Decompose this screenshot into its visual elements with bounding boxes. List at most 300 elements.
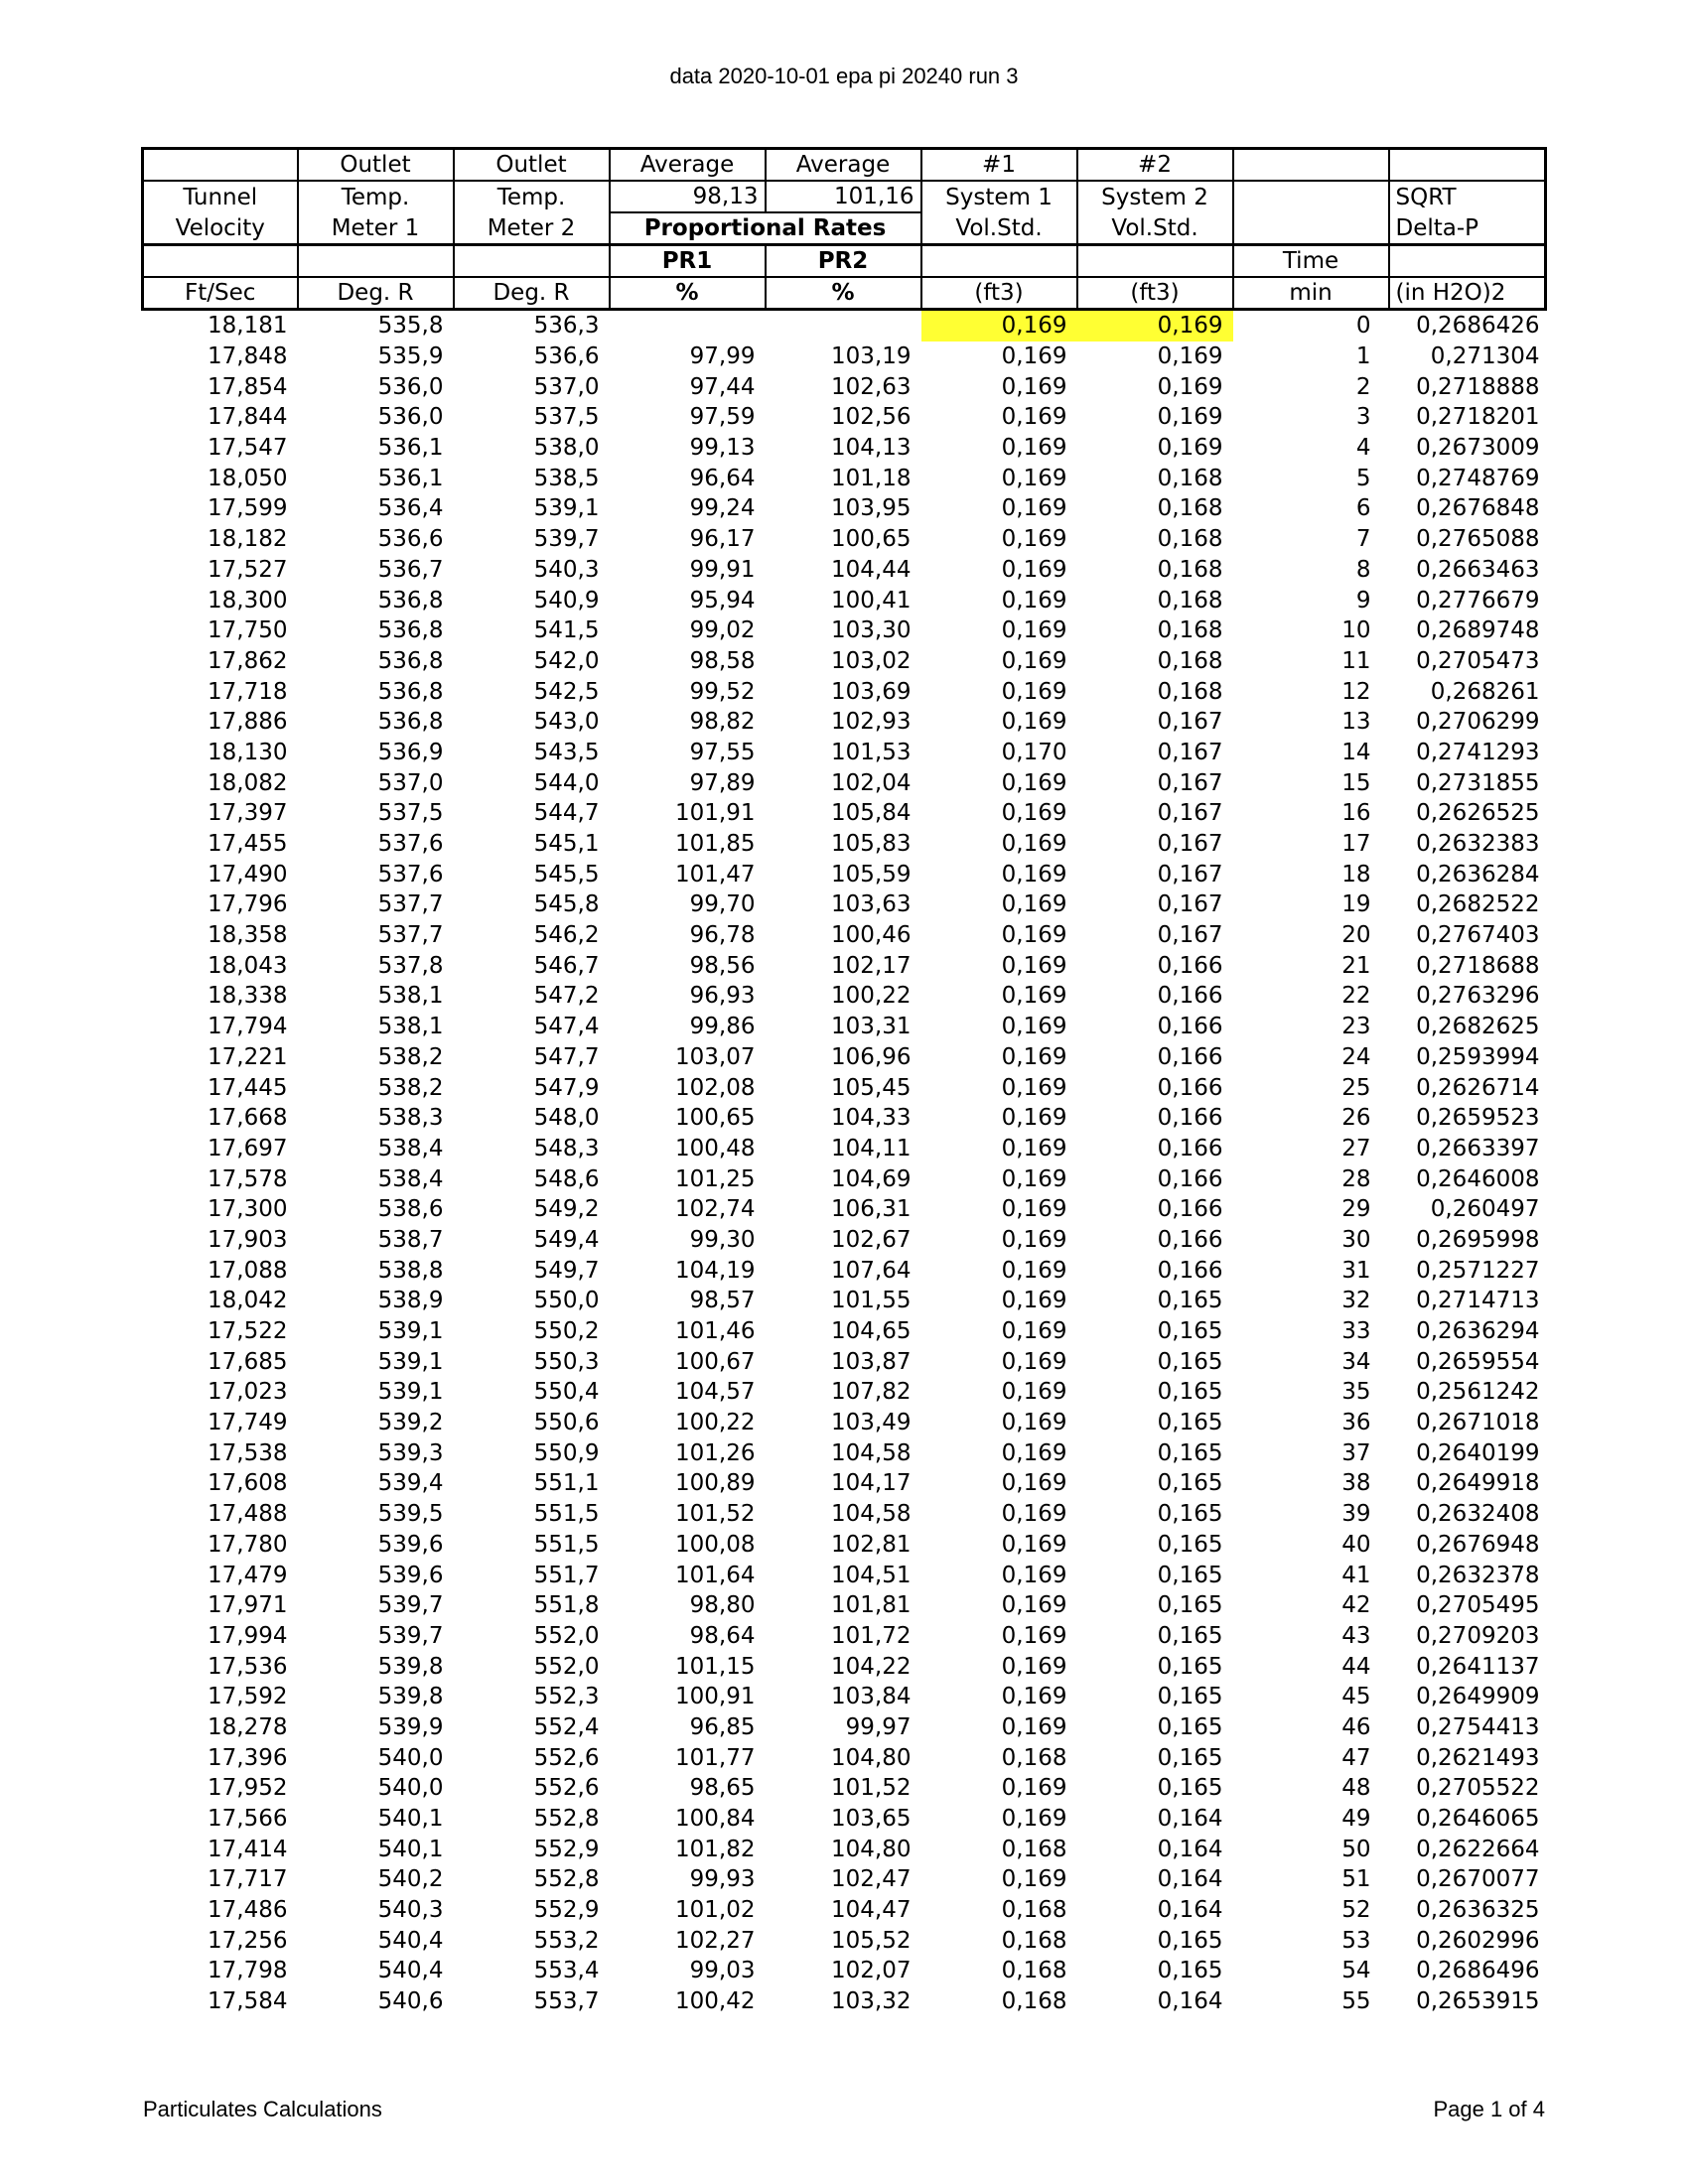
- header-cell: Temp.: [298, 181, 454, 212]
- sqrt-delta-p-cell: 0,2706299: [1416, 709, 1540, 736]
- outlet-temp-meter-2-cell: 551,5: [533, 1501, 600, 1528]
- system-2-vol-cell: 0,165: [1157, 1288, 1223, 1314]
- time-cell: 42: [1341, 1592, 1371, 1619]
- sqrt-delta-p-cell: 0,2670077: [1416, 1866, 1540, 1893]
- system-2-vol-cell: 0,165: [1157, 1318, 1223, 1345]
- outlet-temp-meter-2-cell: 548,0: [533, 1105, 600, 1132]
- time-cell: 49: [1341, 1806, 1371, 1833]
- sqrt-delta-p-cell: 0,2561242: [1416, 1379, 1540, 1406]
- system-1-vol-cell: 0,168: [1001, 1744, 1067, 1771]
- sqrt-delta-p-cell: 0,2676848: [1416, 495, 1540, 522]
- tunnel-velocity-cell: 17,717: [208, 1866, 288, 1893]
- pr1-cell: 98,56: [689, 952, 756, 979]
- system-2-vol-cell: 0,164: [1157, 1806, 1223, 1833]
- time-cell: 41: [1341, 1562, 1371, 1588]
- tunnel-velocity-cell: 17,599: [208, 495, 288, 522]
- header-cell: System 1: [921, 181, 1077, 212]
- system-1-vol-cell: 0,169: [1001, 587, 1067, 614]
- table-row: [143, 1499, 1546, 1530]
- tunnel-velocity-cell: 17,256: [208, 1927, 288, 1954]
- system-2-vol-cell: 0,167: [1157, 891, 1223, 918]
- outlet-temp-meter-1-cell: 537,6: [377, 831, 444, 858]
- system-2-vol-cell: 0,166: [1157, 1043, 1223, 1070]
- pr1-cell: 101,15: [675, 1653, 756, 1680]
- outlet-temp-meter-2-cell: 536,3: [533, 313, 600, 340]
- system-2-vol-cell: 0,165: [1157, 1348, 1223, 1375]
- table-row: [143, 1134, 1546, 1164]
- tunnel-velocity-cell: 17,844: [208, 404, 288, 431]
- system-2-vol-cell: 0,166: [1157, 1226, 1223, 1253]
- tunnel-velocity-cell: 17,397: [208, 800, 288, 827]
- time-cell: 28: [1341, 1165, 1371, 1192]
- system-1-vol-cell: 0,169: [1001, 556, 1067, 583]
- outlet-temp-meter-2-cell: 550,4: [533, 1379, 600, 1406]
- pr2-cell: 102,81: [831, 1531, 912, 1558]
- pr1-cell: 97,55: [689, 739, 756, 765]
- outlet-temp-meter-1-cell: 539,6: [377, 1531, 444, 1558]
- table-row: [143, 463, 1546, 493]
- table-row: [143, 707, 1546, 738]
- pr2-cell: 107,82: [831, 1379, 912, 1406]
- pr1-cell: 99,30: [689, 1226, 756, 1253]
- tunnel-velocity-cell: 18,042: [208, 1288, 288, 1314]
- sqrt-delta-p-cell: 0,2705495: [1416, 1592, 1540, 1619]
- outlet-temp-meter-2-cell: 540,9: [533, 587, 600, 614]
- tunnel-velocity-cell: 17,566: [208, 1806, 288, 1833]
- time-cell: 37: [1341, 1439, 1371, 1466]
- system-1-vol-cell: 0,169: [1001, 1410, 1067, 1436]
- outlet-temp-meter-2-cell: 551,1: [533, 1470, 600, 1497]
- pr2-cell: 103,30: [831, 617, 912, 644]
- system-1-vol-cell: 0,169: [1001, 343, 1067, 370]
- outlet-temp-meter-2-cell: 552,6: [533, 1744, 600, 1771]
- page-number: Page 1 of 4: [1433, 2097, 1545, 2121]
- header-row: [143, 245, 1546, 278]
- system-1-vol-cell: 0,169: [1001, 1288, 1067, 1314]
- sqrt-delta-p-cell: 0,2763296: [1416, 983, 1540, 1010]
- outlet-temp-meter-1-cell: 539,3: [377, 1439, 444, 1466]
- time-cell: 46: [1341, 1713, 1371, 1740]
- table-row: [143, 1621, 1546, 1652]
- system-1-vol-cell: 0,169: [1001, 769, 1067, 796]
- tunnel-velocity-cell: 17,971: [208, 1592, 288, 1619]
- pr2-cell: 104,17: [831, 1470, 912, 1497]
- pr2-cell: 103,63: [831, 891, 912, 918]
- system-2-vol-cell: 0,165: [1157, 1379, 1223, 1406]
- system-1-vol-cell: 0,169: [1001, 1439, 1067, 1466]
- header-cell: [143, 149, 298, 182]
- system-2-vol-cell: 0,167: [1157, 922, 1223, 949]
- header-row: [143, 149, 1546, 182]
- pr1-cell: 99,52: [689, 678, 756, 705]
- outlet-temp-meter-2-cell: 538,5: [533, 465, 600, 491]
- system-1-vol-cell: 0,169: [1001, 1348, 1067, 1375]
- header-cell: Ft/Sec: [143, 277, 298, 310]
- sqrt-delta-p-cell: 0,2741293: [1416, 739, 1540, 765]
- system-2-vol-cell: 0,167: [1157, 831, 1223, 858]
- table-row: [143, 615, 1546, 646]
- header-cell: #1: [921, 149, 1077, 182]
- sqrt-delta-p-cell: 0,2649909: [1416, 1684, 1540, 1710]
- tunnel-velocity-cell: 17,796: [208, 891, 288, 918]
- sqrt-delta-p-cell: 0,268261: [1430, 678, 1540, 705]
- tunnel-velocity-cell: 17,994: [208, 1622, 288, 1649]
- system-1-vol-cell: 0,169: [1001, 831, 1067, 858]
- pr1-cell: 101,47: [675, 861, 756, 887]
- system-1-vol-cell: 0,169: [1001, 1074, 1067, 1101]
- pr2-cell: 104,13: [831, 435, 912, 462]
- sqrt-delta-p-cell: 0,2636284: [1416, 861, 1540, 887]
- tunnel-velocity-cell: 18,082: [208, 769, 288, 796]
- outlet-temp-meter-2-cell: 552,0: [533, 1653, 600, 1680]
- tunnel-velocity-cell: 17,668: [208, 1105, 288, 1132]
- pr2-cell: 101,81: [831, 1592, 912, 1619]
- tunnel-velocity-cell: 17,749: [208, 1410, 288, 1436]
- outlet-temp-meter-2-cell: 551,7: [533, 1562, 600, 1588]
- sqrt-delta-p-cell: 0,2571227: [1416, 1257, 1540, 1284]
- tunnel-velocity-cell: 18,182: [208, 526, 288, 553]
- header-cell: [298, 245, 454, 278]
- average-pr1-value: 98,13: [610, 181, 766, 212]
- pr2-cell: 104,47: [831, 1897, 912, 1924]
- outlet-temp-meter-1-cell: 539,1: [377, 1379, 444, 1406]
- table-row: [143, 1742, 1546, 1773]
- outlet-temp-meter-1-cell: 540,4: [377, 1927, 444, 1954]
- footer-left-label: Particulates Calculations: [143, 2097, 382, 2121]
- sqrt-delta-p-cell: 0,2705473: [1416, 647, 1540, 674]
- tunnel-velocity-cell: 17,547: [208, 435, 288, 462]
- outlet-temp-meter-1-cell: 537,5: [377, 800, 444, 827]
- pr2-cell: 103,84: [831, 1684, 912, 1710]
- system-2-vol-cell: 0,166: [1157, 983, 1223, 1010]
- outlet-temp-meter-2-cell: 540,3: [533, 556, 600, 583]
- pr1-cell: 102,74: [675, 1196, 756, 1223]
- pr2-cell: 99,97: [845, 1713, 912, 1740]
- header-cell: Temp.: [454, 181, 610, 212]
- table-row: [143, 433, 1546, 464]
- system-2-vol-cell: 0,169: [1157, 343, 1223, 370]
- pr1-cell: 101,64: [675, 1562, 756, 1588]
- table-row: [143, 1590, 1546, 1621]
- table-row: [143, 1773, 1546, 1804]
- system-2-vol-cell: 0,169: [1157, 373, 1223, 400]
- outlet-temp-meter-2-cell: 550,0: [533, 1288, 600, 1314]
- outlet-temp-meter-1-cell: 536,8: [377, 647, 444, 674]
- sqrt-delta-p-cell: 0,2602996: [1416, 1927, 1540, 1954]
- table-row: [143, 859, 1546, 889]
- table-row: [143, 798, 1546, 829]
- time-cell: 45: [1341, 1684, 1371, 1710]
- pr1-cell: 96,78: [689, 922, 756, 949]
- pr1-cell: 100,42: [675, 1988, 756, 2015]
- system-1-vol-cell: 0,169: [1001, 1684, 1067, 1710]
- time-cell: 4: [1355, 435, 1371, 462]
- time-cell: 55: [1341, 1988, 1371, 2015]
- header-cell: %: [766, 277, 921, 310]
- pr2-cell: 102,93: [831, 709, 912, 736]
- time-cell: 6: [1355, 495, 1371, 522]
- sqrt-delta-p-cell: 0,2689748: [1416, 617, 1540, 644]
- system-2-vol-cell: 0,166: [1157, 952, 1223, 979]
- outlet-temp-meter-2-cell: 552,4: [533, 1713, 600, 1740]
- system-2-vol-cell: 0,165: [1157, 1927, 1223, 1954]
- header-cell: SQRT: [1389, 181, 1546, 212]
- outlet-temp-meter-1-cell: 539,2: [377, 1410, 444, 1436]
- sqrt-delta-p-cell: 0,2640199: [1416, 1439, 1540, 1466]
- header-cell: (ft3): [1077, 277, 1233, 310]
- outlet-temp-meter-2-cell: 542,5: [533, 678, 600, 705]
- system-2-vol-cell: 0,169: [1157, 435, 1223, 462]
- tunnel-velocity-cell: 17,584: [208, 1988, 288, 2015]
- sqrt-delta-p-cell: 0,2765088: [1416, 526, 1540, 553]
- header-cell: [1233, 212, 1389, 245]
- system-2-vol-cell: 0,165: [1157, 1713, 1223, 1740]
- tunnel-velocity-cell: 17,952: [208, 1775, 288, 1802]
- pr2-cell: 104,80: [831, 1744, 912, 1771]
- table-row: [143, 950, 1546, 981]
- pr2-cell: 100,41: [831, 587, 912, 614]
- header-cell: [454, 245, 610, 278]
- tunnel-velocity-cell: 17,794: [208, 1014, 288, 1040]
- time-cell: 5: [1355, 465, 1371, 491]
- header-row: [143, 181, 1546, 212]
- sqrt-delta-p-cell: 0,2714713: [1416, 1288, 1540, 1314]
- table-row: [143, 1682, 1546, 1712]
- table-row: [143, 1194, 1546, 1225]
- sqrt-delta-p-cell: 0,2676948: [1416, 1531, 1540, 1558]
- system-2-vol-cell: 0,168: [1157, 647, 1223, 674]
- tunnel-velocity-cell: 18,181: [208, 313, 288, 340]
- outlet-temp-meter-2-cell: 551,8: [533, 1592, 600, 1619]
- time-cell: 17: [1341, 831, 1371, 858]
- pr1-cell: 99,70: [689, 891, 756, 918]
- outlet-temp-meter-1-cell: 536,1: [377, 435, 444, 462]
- tunnel-velocity-cell: 17,903: [208, 1226, 288, 1253]
- outlet-temp-meter-1-cell: 536,8: [377, 587, 444, 614]
- pr1-cell: 97,99: [689, 343, 756, 370]
- system-2-vol-cell: 0,168: [1157, 678, 1223, 705]
- pr1-cell: 99,13: [689, 435, 756, 462]
- system-2-vol-cell: 0,165: [1157, 1958, 1223, 1984]
- system-2-vol-cell: 0,168: [1157, 556, 1223, 583]
- system-2-vol-cell: 0,169: [1157, 404, 1223, 431]
- pr1-cell: 100,84: [675, 1806, 756, 1833]
- pr1-cell: 101,91: [675, 800, 756, 827]
- outlet-temp-meter-2-cell: 552,0: [533, 1622, 600, 1649]
- pr2-cell: 104,33: [831, 1105, 912, 1132]
- particulates-data-table: [141, 147, 1547, 2017]
- system-1-vol-cell: 0,168: [1001, 1836, 1067, 1862]
- table-row: [143, 1804, 1546, 1835]
- pr2-cell: 105,84: [831, 800, 912, 827]
- tunnel-velocity-cell: 17,023: [208, 1379, 288, 1406]
- system-2-vol-cell: 0,164: [1157, 1866, 1223, 1893]
- outlet-temp-meter-2-cell: 545,8: [533, 891, 600, 918]
- system-2-vol-cell: 0,168: [1157, 495, 1223, 522]
- outlet-temp-meter-2-cell: 536,6: [533, 343, 600, 370]
- sqrt-delta-p-cell: 0,2718201: [1416, 404, 1540, 431]
- sqrt-delta-p-cell: 0,2682522: [1416, 891, 1540, 918]
- pr2-cell: 106,31: [831, 1196, 912, 1223]
- sqrt-delta-p-cell: 0,2632378: [1416, 1562, 1540, 1588]
- pr2-cell: 104,58: [831, 1439, 912, 1466]
- time-cell: 11: [1341, 647, 1371, 674]
- tunnel-velocity-cell: 17,221: [208, 1043, 288, 1070]
- time-cell: 31: [1341, 1257, 1371, 1284]
- pr1-cell: 103,07: [675, 1043, 756, 1070]
- outlet-temp-meter-1-cell: 538,2: [377, 1043, 444, 1070]
- table-row: [143, 493, 1546, 524]
- time-cell: 29: [1341, 1196, 1371, 1223]
- sqrt-delta-p-cell: 0,2663463: [1416, 556, 1540, 583]
- time-cell: 1: [1355, 343, 1371, 370]
- system-1-vol-cell: 0,169: [1001, 1653, 1067, 1680]
- system-2-vol-cell: 0,168: [1157, 526, 1223, 553]
- outlet-temp-meter-1-cell: 539,4: [377, 1470, 444, 1497]
- outlet-temp-meter-1-cell: 538,3: [377, 1105, 444, 1132]
- time-cell: 36: [1341, 1410, 1371, 1436]
- system-1-vol-cell: 0,169: [1001, 1318, 1067, 1345]
- header-cell: Meter 2: [454, 212, 610, 245]
- tunnel-velocity-cell: 17,538: [208, 1439, 288, 1466]
- tunnel-velocity-cell: 17,455: [208, 831, 288, 858]
- header-cell: Average: [766, 149, 921, 182]
- pr1-cell: 101,26: [675, 1439, 756, 1466]
- header-cell: Average: [610, 149, 766, 182]
- time-cell: 35: [1341, 1379, 1371, 1406]
- time-cell: 50: [1341, 1836, 1371, 1862]
- header-cell: PR2: [766, 245, 921, 278]
- pr1-cell: 98,58: [689, 647, 756, 674]
- outlet-temp-meter-2-cell: 552,9: [533, 1897, 600, 1924]
- time-cell: 24: [1341, 1043, 1371, 1070]
- pr1-cell: 98,80: [689, 1592, 756, 1619]
- header-cell: min: [1233, 277, 1389, 310]
- pr1-cell: 100,89: [675, 1470, 756, 1497]
- system-1-vol-cell: 0,169: [1001, 1622, 1067, 1649]
- header-cell: #2: [1077, 149, 1233, 182]
- table-row: [143, 920, 1546, 951]
- pr1-cell: 100,67: [675, 1348, 756, 1375]
- time-cell: 18: [1341, 861, 1371, 887]
- system-2-vol-cell: 0,165: [1157, 1531, 1223, 1558]
- outlet-temp-meter-1-cell: 536,4: [377, 495, 444, 522]
- header-cell: [1389, 245, 1546, 278]
- outlet-temp-meter-2-cell: 553,7: [533, 1988, 600, 2015]
- system-1-vol-cell: 0,169: [1001, 647, 1067, 674]
- table-row: [143, 1560, 1546, 1590]
- pr2-cell: 103,87: [831, 1348, 912, 1375]
- time-cell: 54: [1341, 1958, 1371, 1984]
- tunnel-velocity-cell: 17,522: [208, 1318, 288, 1345]
- sqrt-delta-p-cell: 0,2632408: [1416, 1501, 1540, 1528]
- sqrt-delta-p-cell: 0,2718888: [1416, 373, 1540, 400]
- pr1-cell: 104,19: [675, 1257, 756, 1284]
- outlet-temp-meter-2-cell: 541,5: [533, 617, 600, 644]
- header-cell: Outlet: [454, 149, 610, 182]
- table-row: [143, 767, 1546, 798]
- outlet-temp-meter-1-cell: 535,9: [377, 343, 444, 370]
- outlet-temp-meter-2-cell: 546,7: [533, 952, 600, 979]
- proportional-rates-label: Proportional Rates: [610, 212, 921, 245]
- header-cell: PR1: [610, 245, 766, 278]
- header-cell: Meter 1: [298, 212, 454, 245]
- pr1-cell: 96,64: [689, 465, 756, 491]
- system-1-vol-cell: 0,169: [1001, 1105, 1067, 1132]
- pr2-cell: 103,02: [831, 647, 912, 674]
- outlet-temp-meter-1-cell: 540,3: [377, 1897, 444, 1924]
- table-row: [143, 1651, 1546, 1682]
- outlet-temp-meter-2-cell: 547,2: [533, 983, 600, 1010]
- system-2-vol-cell: 0,166: [1157, 1135, 1223, 1161]
- outlet-temp-meter-1-cell: 538,6: [377, 1196, 444, 1223]
- outlet-temp-meter-2-cell: 545,5: [533, 861, 600, 887]
- outlet-temp-meter-1-cell: 540,2: [377, 1866, 444, 1893]
- system-1-vol-cell: 0,169: [1001, 1014, 1067, 1040]
- time-cell: 25: [1341, 1074, 1371, 1101]
- tunnel-velocity-cell: 18,278: [208, 1713, 288, 1740]
- pr1-cell: 101,82: [675, 1836, 756, 1862]
- system-1-vol-cell: 0,169: [1001, 526, 1067, 553]
- system-1-vol-cell: 0,169: [1001, 922, 1067, 949]
- outlet-temp-meter-1-cell: 536,0: [377, 373, 444, 400]
- system-1-vol-cell: 0,169: [1001, 1501, 1067, 1528]
- header-cell: %: [610, 277, 766, 310]
- pr1-cell: 100,22: [675, 1410, 756, 1436]
- pr2-cell: 103,65: [831, 1806, 912, 1833]
- pr2-cell: 104,11: [831, 1135, 912, 1161]
- pr1-cell: 99,86: [689, 1014, 756, 1040]
- pr1-cell: 98,65: [689, 1775, 756, 1802]
- pr2-cell: 101,72: [831, 1622, 912, 1649]
- pr1-cell: 96,85: [689, 1713, 756, 1740]
- table-row: [143, 1834, 1546, 1864]
- table-row: [143, 555, 1546, 586]
- sqrt-delta-p-cell: 0,2686496: [1416, 1958, 1540, 1984]
- outlet-temp-meter-2-cell: 547,7: [533, 1043, 600, 1070]
- tunnel-velocity-cell: 18,050: [208, 465, 288, 491]
- header-cell: [1233, 149, 1389, 182]
- pr2-cell: 101,53: [831, 739, 912, 765]
- tunnel-velocity-cell: 17,578: [208, 1165, 288, 1192]
- pr1-cell: 96,93: [689, 983, 756, 1010]
- time-cell: 13: [1341, 709, 1371, 736]
- outlet-temp-meter-1-cell: 535,8: [377, 313, 444, 340]
- time-cell: 53: [1341, 1927, 1371, 1954]
- tunnel-velocity-cell: 17,592: [208, 1684, 288, 1710]
- table-row: [143, 1468, 1546, 1499]
- system-1-vol-cell: 0,169: [1001, 983, 1067, 1010]
- system-1-vol-cell: 0,169: [1001, 1379, 1067, 1406]
- table-row: [143, 1072, 1546, 1103]
- tunnel-velocity-cell: 17,088: [208, 1257, 288, 1284]
- pr1-cell: 97,59: [689, 404, 756, 431]
- sqrt-delta-p-cell: 0,2682625: [1416, 1014, 1540, 1040]
- sqrt-delta-p-cell: 0,2718688: [1416, 952, 1540, 979]
- table-row: [143, 1103, 1546, 1134]
- outlet-temp-meter-1-cell: 538,8: [377, 1257, 444, 1284]
- pr2-cell: 106,96: [831, 1043, 912, 1070]
- system-2-vol-cell: 0,166: [1157, 1105, 1223, 1132]
- system-1-vol-cell: 0,170: [1001, 739, 1067, 765]
- tunnel-velocity-cell: 17,848: [208, 343, 288, 370]
- table-row: [143, 1408, 1546, 1438]
- pr1-cell: 99,93: [689, 1866, 756, 1893]
- pr1-cell: 100,91: [675, 1684, 756, 1710]
- pr2-cell: 102,17: [831, 952, 912, 979]
- outlet-temp-meter-1-cell: 540,1: [377, 1806, 444, 1833]
- time-cell: 10: [1341, 617, 1371, 644]
